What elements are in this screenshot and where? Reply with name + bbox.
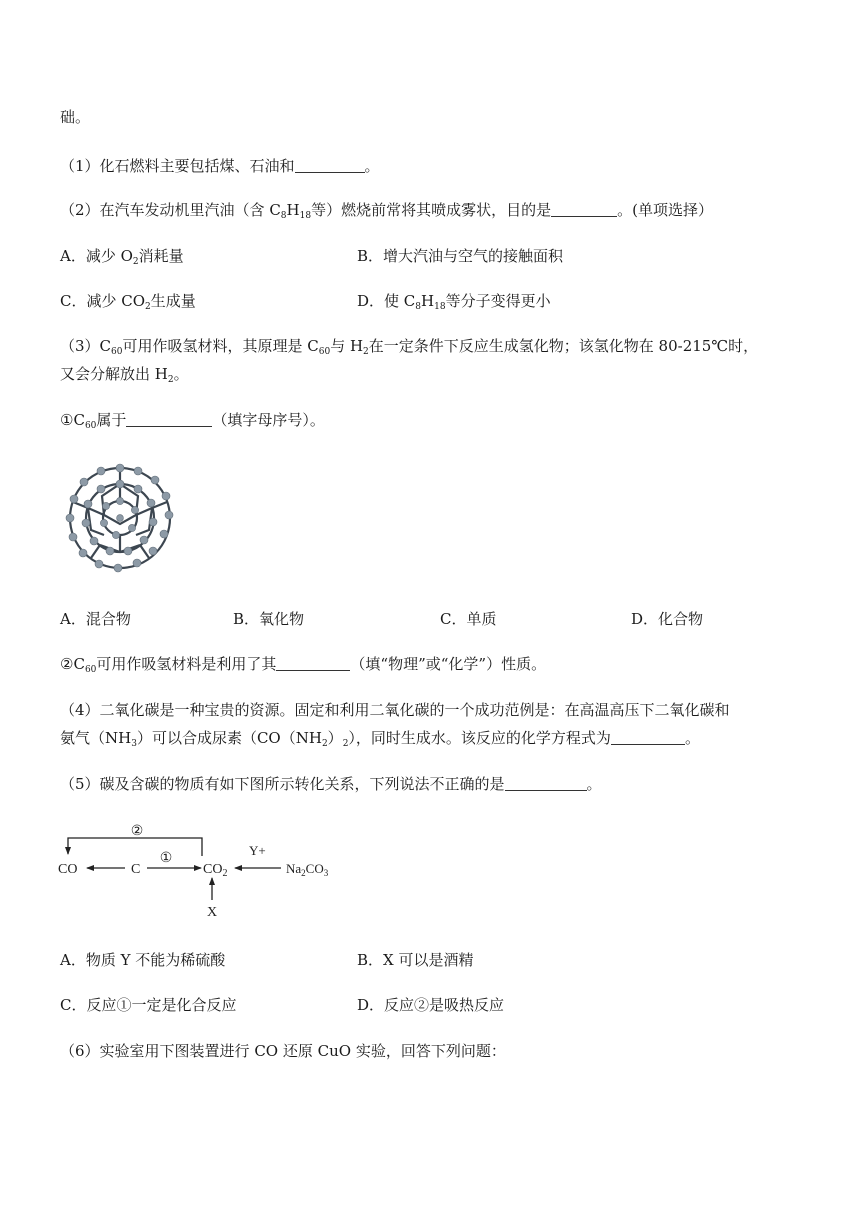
answer-blank bbox=[505, 776, 587, 791]
question-3-line-1: $(3)C_{60}$可用作吸氢材料，其原理是 $C_{60}$与 $H_2$在一定条件下反应生成氢化物；该氢化物在 80-215℃时， bbox=[60, 337, 759, 357]
q2-option-c: C．减少 $CO_2$生成量 bbox=[60, 292, 196, 312]
carbon-conversion-diagram bbox=[55, 818, 345, 920]
answer-blank bbox=[276, 656, 350, 671]
question-3-part-1: $①C_{60}$属于 （填字母序号）。 bbox=[60, 411, 325, 431]
reaction-2-label: ② bbox=[130, 824, 144, 839]
answer-blank bbox=[611, 730, 685, 745]
answer-blank bbox=[551, 202, 617, 217]
q5-option-a: A．物质 Y 不能为稀硫酸 bbox=[60, 951, 226, 969]
continuation-text: 础。 bbox=[60, 108, 91, 126]
answer-blank bbox=[295, 158, 365, 173]
q5-option-d: D．反应②是吸热反应 bbox=[357, 996, 505, 1014]
q3-option-a: A．混合物 bbox=[60, 610, 131, 628]
reaction-2-arrow bbox=[68, 838, 202, 856]
question-4-line-2: 氨气$(NH_3)$可以合成尿素$(CO(NH_2)_2)$，同时生成水。该反应的化学方程式为 。 bbox=[60, 729, 700, 749]
reagent-x-label: X bbox=[206, 905, 218, 920]
question-4-line-1: （4）二氧化碳是一种宝贵的资源。固定和利用二氧化碳的一个成功范例是：在高温高压下二氧化碳和 bbox=[60, 701, 730, 719]
question-3-part-2: $②C_{60}$可用作吸氢材料是利用了其 （填“物理”或“化学”）性质。 bbox=[60, 655, 547, 675]
q5-option-b: B．X 可以是酒精 bbox=[357, 951, 474, 969]
q3-option-d: D．化合物 bbox=[631, 610, 704, 628]
carbon-label: C bbox=[131, 862, 141, 877]
question-2: （2）在汽车发动机里汽油（含 $C_8H_{18}$等）燃烧前常将其喷成雾状，目的是 。(单项选择） bbox=[60, 201, 713, 221]
c60-molecule-image bbox=[60, 458, 180, 578]
question-6: （6）实验室用下图装置进行 CO 还原 CuO 实验，回答下列问题： bbox=[60, 1042, 506, 1060]
question-1: （1）化石燃料主要包括煤、石油和 。 bbox=[60, 157, 380, 175]
q2-option-b: B．增大汽油与空气的接触面积 bbox=[357, 247, 564, 265]
na2co3-label: $Na_2CO_3$ bbox=[286, 861, 329, 878]
co-label: CO bbox=[58, 862, 78, 877]
co2-label: $CO_2$ bbox=[203, 862, 228, 879]
answer-blank bbox=[126, 412, 212, 427]
q5-option-c: C．反应①一定是化合反应 bbox=[60, 996, 237, 1014]
question-5: （5）碳及含碳的物质有如下图所示转化关系，下列说法不正确的是 。 bbox=[60, 775, 602, 793]
reaction-1-label: ① bbox=[159, 851, 173, 866]
q3-option-c: C．单质 bbox=[440, 610, 497, 628]
reagent-y-label: Y+ bbox=[249, 843, 266, 858]
q2-option-d: D．使 $C_8H_{18}$等分子变得更小 bbox=[357, 292, 551, 312]
q3-option-b: B．氧化物 bbox=[233, 610, 305, 628]
question-3-line-2: 又会分解放出 $H_2$。 bbox=[60, 365, 189, 385]
q2-option-a: A．减少 $O_2$消耗量 bbox=[60, 247, 184, 267]
